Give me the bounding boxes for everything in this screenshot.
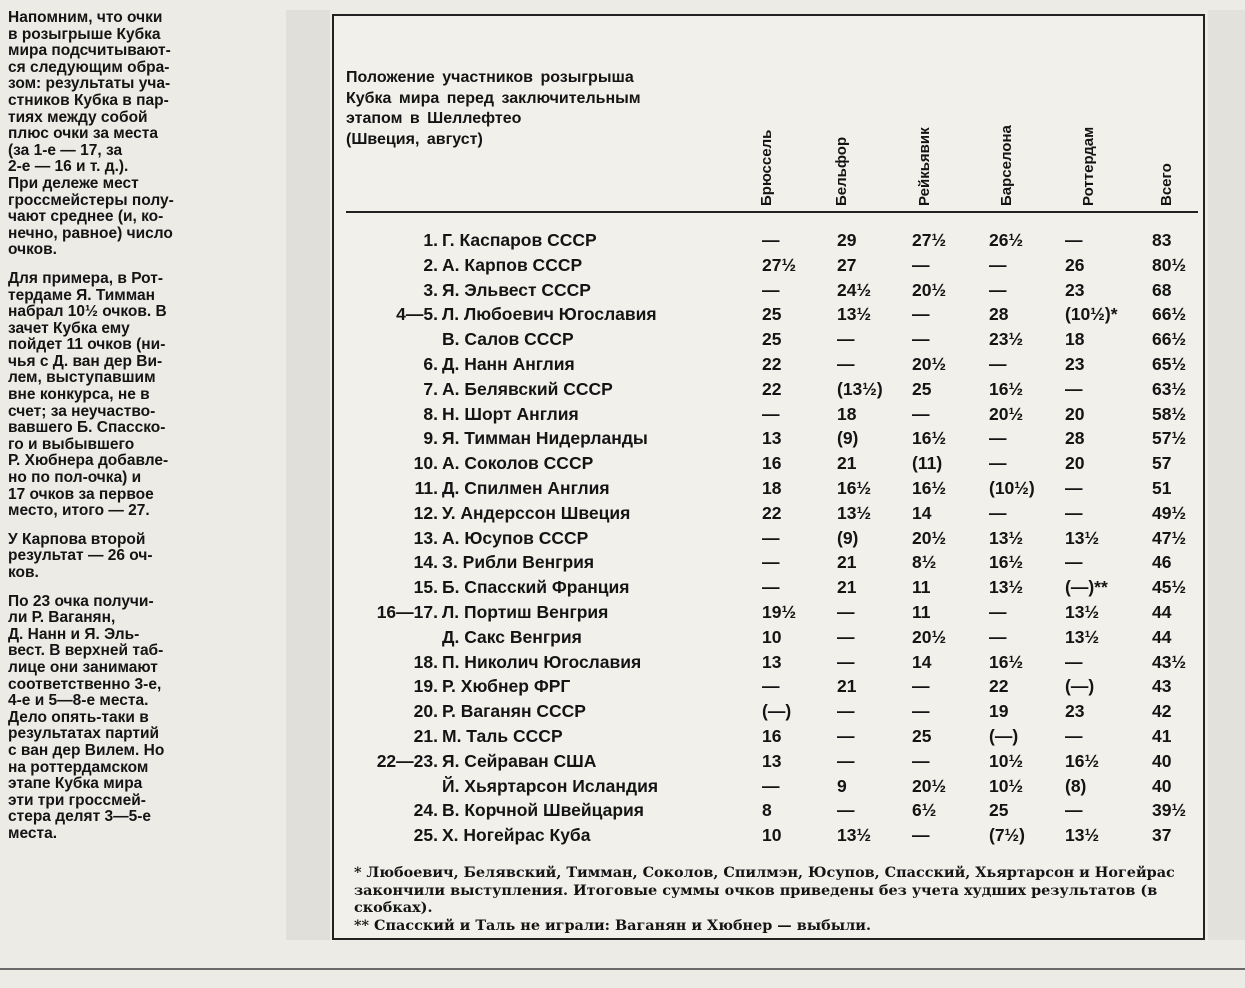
score-cell: 21 <box>837 676 857 697</box>
place-cell: 21. <box>413 725 438 746</box>
score-cell: 20 <box>1065 403 1085 424</box>
score-cell: — <box>762 527 780 548</box>
score-cell: — <box>989 453 1007 474</box>
score-cell: 23 <box>1065 353 1085 374</box>
table-row <box>334 501 1203 526</box>
score-cell: — <box>1065 725 1083 746</box>
footnote-2: ** Спасский и Таль не играли: Ваганян и Хюбнер — выбыли. <box>354 916 871 934</box>
player-name-cell: Г. Каспаров СССР <box>442 230 597 250</box>
score-cell: 10 <box>762 626 782 647</box>
score-cell: 25 <box>912 725 932 746</box>
score-cell: 43½ <box>1152 651 1187 672</box>
score-cell: 13½ <box>1065 527 1100 548</box>
player-name-cell: Д. Нанн Англия <box>442 353 575 374</box>
score-cell: 16½ <box>989 552 1024 573</box>
score-cell: 27 <box>837 254 857 275</box>
score-cell: (—)** <box>1065 577 1108 598</box>
score-cell: — <box>762 279 780 300</box>
table-row <box>334 352 1203 377</box>
score-cell: 83 <box>1152 230 1172 250</box>
score-cell: 51 <box>1152 477 1172 498</box>
header-rule <box>346 211 1198 213</box>
score-cell: 63½ <box>1152 378 1187 399</box>
score-cell: 20½ <box>912 775 947 796</box>
score-cell: 40 <box>1152 775 1172 796</box>
score-cell: — <box>912 676 930 697</box>
column-header-belfort: Бельфор <box>833 136 850 206</box>
score-cell: 20 <box>1065 453 1085 474</box>
table-row <box>334 600 1203 625</box>
table-title: Положение участников розыгрыша Кубка мира перед заключительным этапом в Шеллефтео (Швеция, август) <box>346 69 641 148</box>
score-cell: 57 <box>1152 453 1172 474</box>
page-bottom-rule <box>0 968 1245 970</box>
table-row <box>334 402 1203 427</box>
score-cell: 16 <box>762 453 782 474</box>
column-header-brussels: Брюссель <box>758 129 775 206</box>
score-cell: — <box>989 626 1007 647</box>
score-cell: (9) <box>837 527 859 548</box>
place-cell: 16—17. <box>376 601 438 622</box>
place-cell: 25. <box>413 825 438 846</box>
place-cell: 8. <box>423 403 438 424</box>
score-cell: 6½ <box>912 800 937 821</box>
score-cell: 13 <box>762 651 782 672</box>
score-cell: (10½) <box>989 477 1035 498</box>
score-cell: 25 <box>912 378 932 399</box>
place-cell: 18. <box>413 651 438 672</box>
score-cell: 13½ <box>1065 825 1100 846</box>
place-cell: 6. <box>423 353 438 374</box>
place-cell: 7. <box>423 378 438 399</box>
score-cell: 20½ <box>912 626 947 647</box>
score-cell: 16½ <box>989 651 1024 672</box>
score-cell: (9) <box>837 428 859 449</box>
score-cell: 46 <box>1152 552 1172 573</box>
score-cell: 58½ <box>1152 403 1187 424</box>
standings-table <box>332 14 1205 940</box>
score-cell: — <box>837 329 855 350</box>
table-row <box>334 278 1203 303</box>
table-rows <box>334 228 1203 848</box>
score-cell: 24½ <box>837 279 872 300</box>
player-name-cell: В. Салов СССР <box>442 329 574 350</box>
score-cell: — <box>912 750 930 771</box>
table-row <box>334 302 1203 327</box>
player-name-cell: У. Андерссон Швеция <box>442 502 631 523</box>
score-cell: 25 <box>762 304 782 325</box>
score-cell: 22 <box>762 353 782 374</box>
column-header-barcelona: Барселона <box>998 125 1015 206</box>
score-cell: — <box>1065 502 1083 523</box>
table-row <box>334 575 1203 600</box>
score-cell: — <box>989 353 1007 374</box>
score-cell: 66½ <box>1152 304 1187 325</box>
score-cell: 21 <box>837 453 857 474</box>
score-cell: 18 <box>762 477 782 498</box>
faded-column-strip <box>286 10 330 940</box>
sidebar-paragraph-1: Напомним, что очки в розыгрыше Кубка мира подсчитывают- ся следующим обра- зом: результаты уча- стников Кубка в пар- тиях между собой плюс очки за места (за 1-е — 17, за 2-е — 16 и т. д.). При дележе мест гроссмейстеры полу- чают среднее (и, ко- нечно, равное) число очков. <box>8 9 174 259</box>
player-name-cell: Д. Сакс Венгрия <box>442 626 582 647</box>
score-cell: — <box>837 601 855 622</box>
table-row <box>334 228 1203 253</box>
score-cell: (—) <box>989 725 1019 746</box>
score-cell: — <box>912 304 930 325</box>
score-cell: 49½ <box>1152 502 1187 523</box>
table-row <box>334 327 1203 352</box>
score-cell: 10½ <box>989 775 1024 796</box>
score-cell: — <box>1065 800 1083 821</box>
place-cell: 15. <box>413 577 438 598</box>
place-cell: 10. <box>413 453 438 474</box>
player-name-cell: Я. Эльвест СССР <box>442 279 591 300</box>
score-cell: 47½ <box>1152 527 1187 548</box>
score-cell: — <box>762 676 780 697</box>
score-cell: 19½ <box>762 601 797 622</box>
score-cell: — <box>989 279 1007 300</box>
score-cell: 45½ <box>1152 577 1187 598</box>
score-cell: 44 <box>1152 626 1172 647</box>
table-row <box>334 377 1203 402</box>
score-cell: — <box>989 601 1007 622</box>
player-name-cell: Х. Ногейрас Куба <box>442 825 591 846</box>
score-cell: (10½)* <box>1065 304 1118 325</box>
score-cell: 20½ <box>912 279 947 300</box>
score-cell: (—) <box>762 701 792 722</box>
player-name-cell: А. Соколов СССР <box>442 453 594 474</box>
column-header-reykjavik: Рейкьявик <box>916 127 933 206</box>
place-cell: 19. <box>413 676 438 697</box>
score-cell: 13 <box>762 428 782 449</box>
score-cell: 20½ <box>912 353 947 374</box>
table-row <box>334 774 1203 799</box>
score-cell: 26 <box>1065 254 1085 275</box>
score-cell: 27½ <box>912 230 947 250</box>
score-cell: 44 <box>1152 601 1172 622</box>
score-cell: — <box>912 403 930 424</box>
score-cell: — <box>762 577 780 598</box>
score-cell: (11) <box>912 453 943 474</box>
player-name-cell: Л. Любоевич Югославия <box>442 304 657 325</box>
table-row <box>334 650 1203 675</box>
score-cell: 65½ <box>1152 353 1187 374</box>
score-cell: 13½ <box>989 577 1024 598</box>
sidebar-paragraph-3: У Карпова второй результат — 26 оч- ков. <box>8 530 153 581</box>
score-cell: 66½ <box>1152 329 1187 350</box>
score-cell: 21 <box>837 552 857 573</box>
player-name-cell: Р. Ваганян СССР <box>442 701 586 722</box>
score-cell: 14 <box>912 651 932 672</box>
score-cell: 39½ <box>1152 800 1187 821</box>
place-cell: 12. <box>413 502 438 523</box>
score-cell: 22 <box>762 378 782 399</box>
score-cell: — <box>1065 651 1083 672</box>
score-cell: — <box>1065 378 1083 399</box>
score-cell: 18 <box>837 403 857 424</box>
score-cell: 13½ <box>1065 601 1100 622</box>
score-cell: — <box>1065 552 1083 573</box>
score-cell: 16½ <box>912 477 947 498</box>
faded-right-strip <box>1208 10 1245 940</box>
score-cell: 41 <box>1152 725 1172 746</box>
score-cell: — <box>762 230 780 250</box>
player-name-cell: Я. Сейраван США <box>442 750 597 771</box>
score-cell: 19 <box>989 701 1009 722</box>
score-cell: 22 <box>762 502 782 523</box>
table-row <box>334 674 1203 699</box>
score-cell: 14 <box>912 502 932 523</box>
score-cell: — <box>837 651 855 672</box>
score-cell: 13½ <box>1065 626 1100 647</box>
score-cell: 26½ <box>989 230 1024 250</box>
score-cell: — <box>762 403 780 424</box>
footnote-1: * Любоевич, Белявский, Тимман, Соколов, Спилмэн, Юсупов, Спасский, Хьяртарсон и Ногейрас закончили выступления. Итоговые суммы очков приведены без учета худших результатов (в скобках). <box>354 864 1175 916</box>
score-cell: 13½ <box>837 304 872 325</box>
place-cell: 13. <box>413 527 438 548</box>
player-name-cell: З. Рибли Венгрия <box>442 552 595 573</box>
table-row <box>334 526 1203 551</box>
place-cell: 11. <box>414 477 438 498</box>
score-cell: 29 <box>837 230 857 250</box>
score-cell: — <box>837 701 855 722</box>
score-cell: — <box>912 254 930 275</box>
table-row <box>334 724 1203 749</box>
sidebar-paragraph-4: По 23 очка получи- ли Р. Ваганян, Д. Нанн и Я. Эль- вест. В верхней таб- лице они занимают соответственно 3-е, 4-е и 5—8-е места. Дело опять-таки в результатах партий с ван дер Вилем. Но на роттердамском этапе Кубка мира эти три гроссмей- стера делят 3—5-е места. <box>8 592 165 842</box>
player-name-cell: В. Корчной Швейцария <box>442 800 644 821</box>
score-cell: — <box>762 775 780 796</box>
score-cell: 22 <box>989 676 1009 697</box>
footnotes <box>354 864 1194 934</box>
score-cell: 25 <box>989 800 1009 821</box>
score-cell: — <box>912 701 930 722</box>
score-cell: 20½ <box>912 527 947 548</box>
player-name-cell: Я. Тимман Нидерланды <box>442 428 648 449</box>
player-name-cell: Н. Шорт Англия <box>442 403 579 424</box>
score-cell: 21 <box>837 577 857 598</box>
place-cell: 14. <box>413 552 438 573</box>
column-header-rotterdam: Роттердам <box>1080 126 1097 206</box>
score-cell: 37 <box>1152 825 1172 846</box>
sidebar-paragraph-2: Для примера, в Рот- тердаме Я. Тимман набрал 10½ очков. В зачет Кубка ему пойдет 11 очков (ни- чья с Д. ван дер Ви- лем, выступавшим вне конкурса, не в счет; за неучаство- вавшего Б. Спасско- го и выбывшего Р. Хюбнера добавле- но по пол-очка) и 17 очков за первое место, итого — 27. <box>8 269 169 520</box>
score-cell: 20½ <box>989 403 1024 424</box>
score-cell: 10 <box>762 825 782 846</box>
table-row <box>334 550 1203 575</box>
table-row <box>334 476 1203 501</box>
score-cell: 13½ <box>837 825 872 846</box>
score-cell: 28 <box>989 304 1009 325</box>
player-name-cell: М. Таль СССР <box>442 725 563 746</box>
score-cell: — <box>912 329 930 350</box>
table-row <box>334 253 1203 278</box>
score-cell: — <box>837 725 855 746</box>
score-cell: 80½ <box>1152 254 1187 275</box>
score-cell: 42 <box>1152 701 1172 722</box>
score-cell: 13½ <box>989 527 1024 548</box>
score-cell: 27½ <box>762 254 797 275</box>
place-cell: 20. <box>413 701 438 722</box>
score-cell: — <box>837 800 855 821</box>
score-cell: — <box>1065 230 1083 250</box>
place-cell: 1. <box>423 230 438 250</box>
player-name-cell: Й. Хьяртарсон Исландия <box>442 775 659 796</box>
score-cell: 11 <box>912 577 931 598</box>
score-cell: — <box>912 825 930 846</box>
score-cell: 16½ <box>1065 750 1100 771</box>
score-cell: — <box>837 750 855 771</box>
table-row <box>334 451 1203 476</box>
score-cell: 57½ <box>1152 428 1187 449</box>
score-cell: 23 <box>1065 701 1085 722</box>
table-row <box>334 798 1203 823</box>
table-row <box>334 625 1203 650</box>
player-name-cell: Р. Хюбнер ФРГ <box>442 676 571 697</box>
player-name-cell: А. Белявский СССР <box>442 378 613 399</box>
place-cell: 2. <box>423 254 438 275</box>
score-cell: 23½ <box>989 329 1024 350</box>
player-name-cell: Б. Спасский Франция <box>442 577 630 598</box>
score-cell: 43 <box>1152 676 1172 697</box>
score-cell: 13½ <box>837 502 872 523</box>
score-cell: (7½) <box>989 825 1025 846</box>
place-cell: 22—23. <box>376 750 438 771</box>
score-cell: 25 <box>762 329 782 350</box>
player-name-cell: Д. Спилмен Англия <box>442 477 610 498</box>
player-name-cell: А. Карпов СССР <box>442 254 583 275</box>
score-cell: 16 <box>762 725 782 746</box>
score-cell: — <box>837 353 855 374</box>
score-cell: (13½) <box>837 378 883 399</box>
score-cell: — <box>762 552 780 573</box>
sidebar-text <box>8 10 283 855</box>
score-cell: 8½ <box>912 552 937 573</box>
score-cell: 16½ <box>989 378 1024 399</box>
score-cell: 18 <box>1065 329 1085 350</box>
score-cell: — <box>837 626 855 647</box>
score-cell: 13 <box>762 750 782 771</box>
score-cell: (—) <box>1065 676 1095 697</box>
place-cell: 3. <box>423 279 438 300</box>
place-cell: 4—5. <box>396 304 438 325</box>
column-header-total: Всего <box>1158 163 1175 206</box>
table-row <box>334 426 1203 451</box>
score-cell: 40 <box>1152 750 1172 771</box>
score-cell: 68 <box>1152 279 1172 300</box>
score-cell: — <box>989 428 1007 449</box>
table-row <box>334 699 1203 724</box>
score-cell: 10½ <box>989 750 1024 771</box>
table-row <box>334 749 1203 774</box>
place-cell: 24. <box>413 800 438 821</box>
player-name-cell: П. Николич Югославия <box>442 651 642 672</box>
score-cell: — <box>989 254 1007 275</box>
score-cell: 16½ <box>912 428 947 449</box>
player-name-cell: Л. Портиш Венгрия <box>442 601 609 622</box>
place-cell: 9. <box>423 428 438 449</box>
score-cell: (8) <box>1065 775 1087 796</box>
score-cell: 28 <box>1065 428 1085 449</box>
score-cell: — <box>989 502 1007 523</box>
player-name-cell: А. Юсупов СССР <box>442 527 589 548</box>
score-cell: 11 <box>912 601 931 622</box>
score-cell: — <box>1065 477 1083 498</box>
table-row <box>334 823 1203 848</box>
score-cell: 23 <box>1065 279 1085 300</box>
score-cell: 9 <box>837 775 847 796</box>
score-cell: 16½ <box>837 477 872 498</box>
score-cell: 8 <box>762 800 772 821</box>
